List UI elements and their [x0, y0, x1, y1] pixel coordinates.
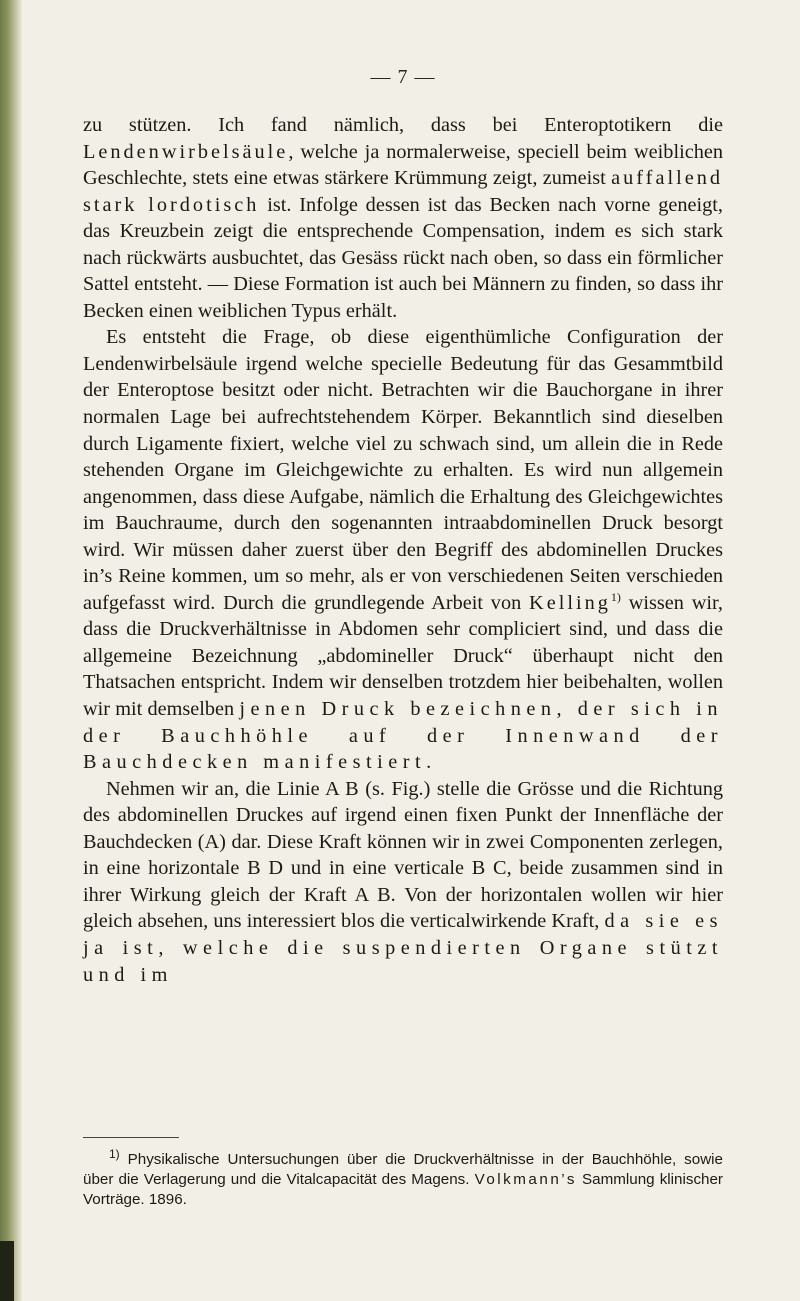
footnote-reference[interactable]: 1) — [610, 590, 621, 605]
text-run: Physikalische Untersuchungen über die Druckverhältnisse in der Bauchhöhle, sowie über die Verlagerung und die Vitalcapacität des Magens. — [83, 1151, 723, 1188]
binding-shadow — [0, 1241, 14, 1301]
author-name-kelling: Kelling — [529, 591, 611, 614]
spaced-emphasis: Lendenwirbelsäule — [83, 140, 289, 163]
footnote — [83, 1146, 723, 1210]
spaced-emphasis: auffallend stark lordotisch — [83, 167, 723, 216]
footnote-text — [83, 1146, 723, 1210]
text-run: zu stützen. Ich fand nämlich, dass bei Enteroptotikern die — [83, 114, 723, 136]
paragraph-3 — [83, 776, 723, 988]
text-run: ist. Infolge dessen ist das Becken nach vorne geneigt, das Kreuzbein zeigt die entsprechende Compensation, indem es sich stark nach rückwärts ausbuchtet, das Gesäss rückt nach oben, so dass ein förmlicher Sattel entsteht. — Diese Formation ist auch bei Männern zu finden, so dass ihr Becken einen weiblichen Typus erhält. — [83, 193, 723, 322]
footnote-marker: 1) — [109, 1146, 120, 1161]
text-run: , welche ja normalerweise, speciell beim weiblichen Geschlechte, stets eine etwas stärkere Krümmung zeigt, zumeist — [83, 140, 723, 190]
text-run: Es entsteht die Frage, ob diese eigenthümliche Configuration der Lendenwirbelsäule irgend welche specielle Bedeutung für das Gesammtbild der Enteroptose besitzt oder nicht. Betrachten wir die Bauchorgane in ihrer normalen Lage bei aufrechtstehendem Körper. Bekanntlich sind dieselben durch Ligamente fixiert, welche viel zu schwach sind, um allein die in Rede stehenden Organe im Gleichgewichte zu erhalten. Es wird nun allgemein angenommen, dass diese Aufgabe, nämlich die Erhaltung des Gleichgewichtes im Bauchraume, durch den sogenannten intraabdominellen Druck besorgt wird. Wir müssen daher zuerst über den Begriff des abdominellen Druckes in’s Reine kommen, um so mehr, als er von verschiedenen Seiten verschieden aufgefasst wird. Durch die grundlegende Arbeit von — [83, 326, 723, 614]
spaced-emphasis: da sie es ja ist, welche die suspendierten Organe stützt und im — [83, 910, 723, 986]
book-spine-edge — [0, 0, 22, 1301]
footnote-separator — [83, 1137, 179, 1138]
page-number: — 7 — — [370, 66, 436, 88]
body-text — [83, 112, 723, 988]
spaced-emphasis: jenen Druck bezeichnen, der sich in der Bauchhöhle auf der Innenwand der Bauchdecken manifestiert — [83, 698, 723, 774]
text-run: Sammlung klinischer Vorträge. 1896. — [83, 1171, 723, 1208]
text-run: Nehmen wir an, die Linie A B (s. Fig.) stelle die Grösse und die Richtung des abdominellen Druckes auf irgend einen fixen Punkt der Innenfläche der Bauchdecken (A) dar. Diese Kraft können wir in zwei Componenten zerlegen, in eine horizontale B D und in eine verticale B C, beide zusammen sind in ihrer Wirkung gleich der Kraft A B. Von der horizontalen wollen wir hier gleich absehen, uns interessiert blos die verticalwirkende Kraft, — [83, 777, 723, 933]
paragraph-1 — [83, 112, 723, 324]
paragraph-2 — [83, 324, 723, 775]
text-run: wissen wir, dass die Druckverhältnisse in Abdomen sehr compliciert sind, und dass die allgemeine Bezeichnung „abdomineller Druck“ überhaupt nicht den Thatsachen entspricht. Indem wir denselben trotzdem hier beibehalten, wollen wir mit demselben — [83, 591, 723, 721]
text-run: . — [426, 751, 432, 774]
author-name-volkmann: Volkmann’s — [474, 1171, 577, 1188]
